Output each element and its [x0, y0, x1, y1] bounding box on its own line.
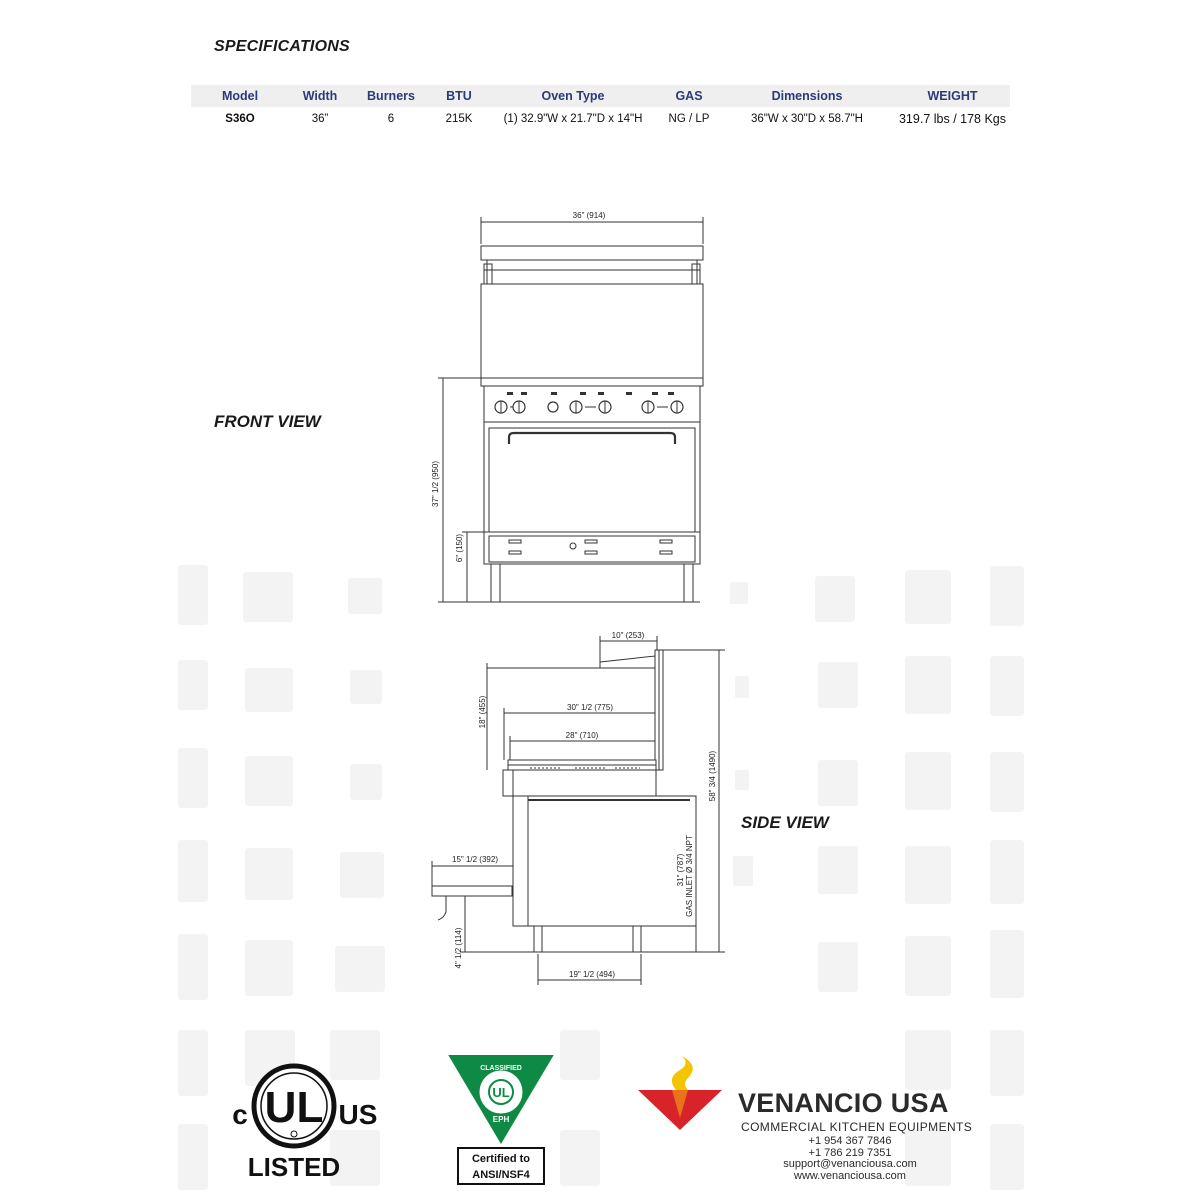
- ul-c-prefix: c: [232, 1099, 248, 1130]
- ul-listed-label: LISTED: [247, 1152, 341, 1182]
- brand-name: VENANCIO USA: [738, 1088, 949, 1118]
- header-btu: BTU: [431, 85, 487, 107]
- side-tray-dimension: 15" 1/2 (392): [452, 855, 498, 864]
- side-backsplash-dimension: 18" (455): [478, 695, 487, 729]
- ul-classified-logo: [446, 1052, 556, 1188]
- cell-burners: 6: [387, 113, 395, 125]
- header-oven-type: Oven Type: [487, 85, 659, 107]
- side-tray-height-dimension: 4" 1/2 (114): [454, 927, 463, 969]
- ul-classified-bottom: EPH: [492, 1115, 510, 1124]
- front-legs-dimension: 6" (150): [455, 533, 464, 563]
- venancio-flame-logo: [636, 1054, 726, 1134]
- header-width: Width: [289, 85, 351, 107]
- header-weight: WEIGHT: [895, 85, 1010, 107]
- side-total-depth-dimension: 30" 1/2 (775): [567, 703, 613, 712]
- brand-website[interactable]: www.venanciousa.com: [794, 1169, 906, 1182]
- side-shelf-dimension: 10" (253): [611, 631, 645, 640]
- side-legs-depth-dimension: 19" 1/2 (494): [569, 970, 615, 979]
- ul-mark: UL: [264, 1083, 324, 1132]
- side-gas-inlet-note: GAS INLET Ø 3/4 NPT: [685, 835, 694, 917]
- cell-oven-type: (1) 32.9"W x 21.7"D x 14"H: [503, 113, 643, 125]
- ul-us-suffix: US: [338, 1099, 378, 1130]
- brand-phone-2: +1 786 219 7351: [808, 1146, 892, 1159]
- cell-weight: 319.7 lbs / 178 Kgs: [898, 112, 1007, 126]
- side-gas-inlet-height-dimension: 31" (787): [676, 853, 685, 887]
- brand-phone-1: +1 954 367 7846: [808, 1135, 892, 1147]
- specifications-title: SPECIFICATIONS: [214, 38, 350, 55]
- cell-model: S36O: [225, 113, 255, 125]
- side-view-label: SIDE VIEW: [741, 813, 829, 832]
- brand-tagline: COMMERCIAL KITCHEN EQUIPMENTS: [741, 1120, 973, 1134]
- front-height-dimension: 37" 1/2 (950): [431, 461, 440, 507]
- certified-caption-line2: ANSI/NSF4: [472, 1169, 530, 1181]
- ul-listed-logo: [228, 1060, 388, 1184]
- brand-email[interactable]: support@venanciousa.com: [783, 1158, 917, 1170]
- cell-btu: 215K: [445, 113, 473, 125]
- front-view-label: FRONT VIEW: [214, 412, 321, 431]
- header-model: Model: [191, 85, 289, 107]
- cell-dimensions: 36"W x 30"D x 58.7"H: [751, 113, 863, 125]
- header-burners: Burners: [351, 85, 431, 107]
- side-total-height-dimension: 58" 3/4 (1490): [708, 750, 717, 802]
- header-dimensions: Dimensions: [719, 85, 895, 107]
- ul-classified-mark: UL: [492, 1085, 510, 1100]
- side-top-depth-dimension: 28" (710): [565, 731, 599, 740]
- front-width-dimension: 36" (914): [572, 211, 606, 220]
- cell-gas: NG / LP: [668, 113, 710, 125]
- header-gas: GAS: [659, 85, 719, 107]
- brand-contact: [760, 1136, 940, 1182]
- cell-width: 36”: [311, 113, 329, 125]
- certified-caption-line1: Certified to: [471, 1153, 531, 1165]
- ul-classified-top: CLASSIFIED: [480, 1065, 522, 1072]
